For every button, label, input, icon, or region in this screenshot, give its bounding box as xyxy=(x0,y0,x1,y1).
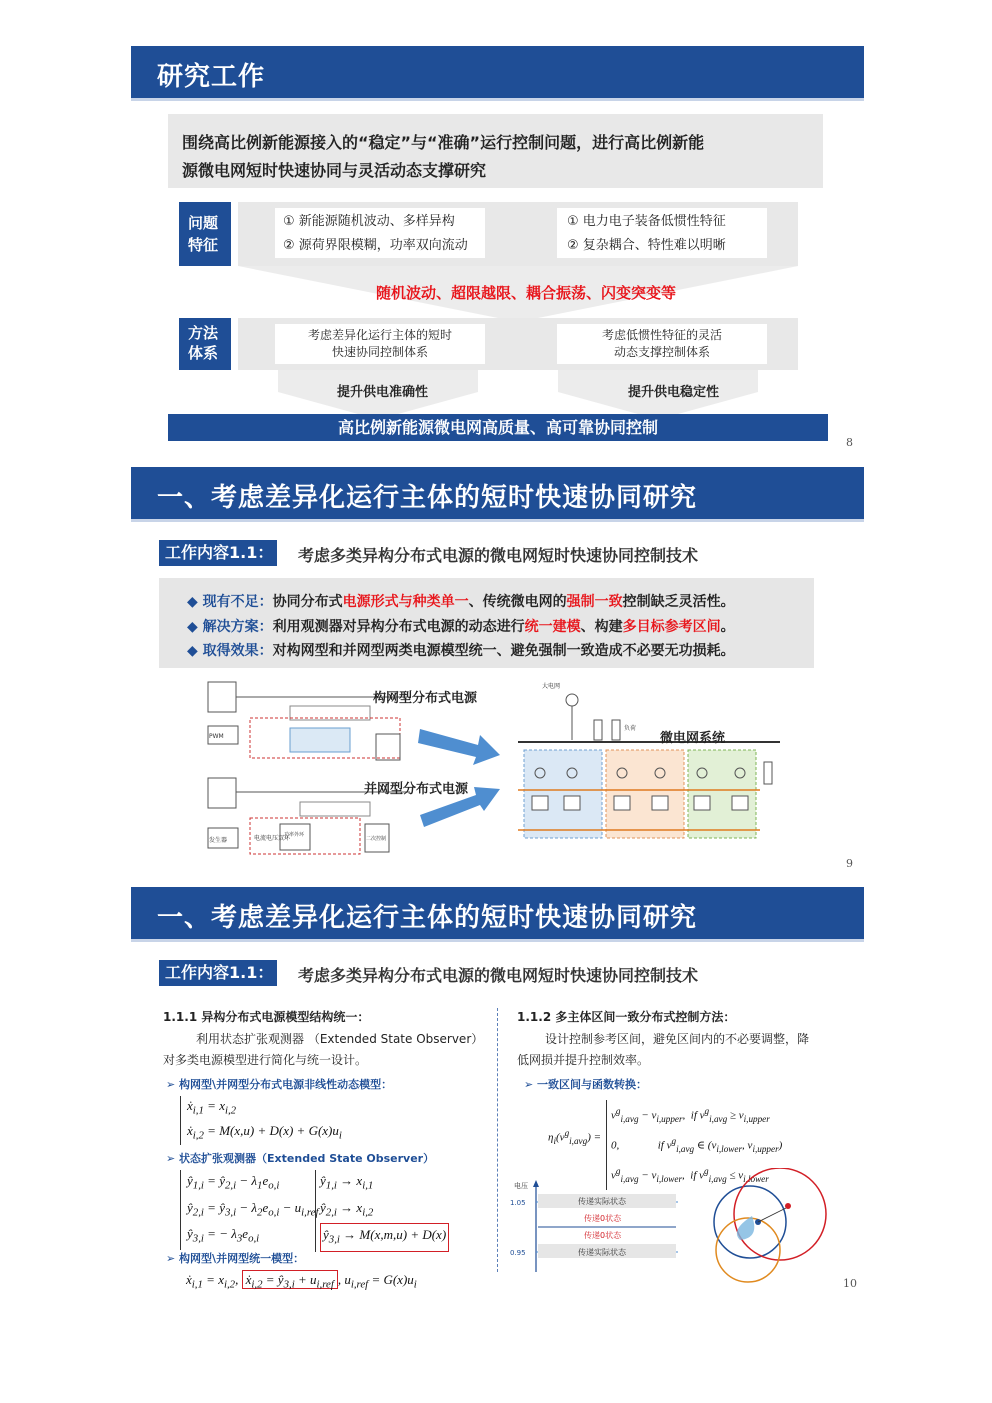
ctrl-label: 电流电压双环 xyxy=(254,835,291,842)
right-bullet-1-text: 一致区间与函数转换： xyxy=(537,1078,648,1091)
diamond-icon: ◆ xyxy=(187,594,203,610)
slide1-title-banner xyxy=(131,46,864,101)
state-label-4: 传递实际状态 xyxy=(578,1248,626,1257)
page-number-10: 10 xyxy=(843,1277,857,1290)
slide2-work-title: 考虑多类异构分布式电源的微电网短时快速协同控制技术 xyxy=(298,546,699,565)
intro-line-2: 源微电网短时快速协同与灵活动态支撑研究 xyxy=(182,161,487,180)
page-number-9: 9 xyxy=(846,857,853,870)
mg-load-label: 负荷 xyxy=(624,725,637,732)
bullet-2-mid: 、构建 xyxy=(580,619,623,635)
state-label-2: 传递0状态 xyxy=(584,1214,622,1223)
slide2-title-banner xyxy=(131,467,864,522)
effect-left: 提升供电准确性 xyxy=(337,385,429,400)
problem-tag-line2: 特征 xyxy=(188,236,219,254)
left-p1: 利用状态扩张观测器 （Extended State Observer） xyxy=(196,1032,484,1046)
method-right-box xyxy=(557,324,767,364)
sec-label: 二次控制 xyxy=(366,836,387,842)
method-right-2: 动态支撑控制体系 xyxy=(613,345,710,359)
slide2-work-tag: 工作内容1.1： xyxy=(159,540,277,566)
goal-bar: 高比例新能源微电网高质量、高可靠协同控制 xyxy=(168,414,828,441)
slide3-work-title: 考虑多类异构分布式电源的微电网短时快速协同控制技术 xyxy=(298,966,699,985)
blue-arrows xyxy=(418,715,508,845)
chart-top-value: 1.05 xyxy=(510,1199,526,1207)
bullet-1-label: 现有不足： xyxy=(202,594,273,610)
label-grid-following: 并网型分布式电源 xyxy=(364,782,469,797)
diamond-icon: ◆ xyxy=(187,643,203,659)
intro-box xyxy=(168,114,823,188)
bullet-1-mid: 、传统微电网的 xyxy=(468,594,567,610)
bullet-2-post: 。 xyxy=(720,619,735,635)
left-bullet-3-text: 构网型\并网型统一模型： xyxy=(179,1252,305,1265)
right-p1: 设计控制参考区间，避免区间内的不必要调整，降 xyxy=(545,1032,810,1046)
mg-grid-label: 大电网 xyxy=(542,683,561,690)
bullets-box xyxy=(159,578,814,668)
bullet-2-pre: 利用观测器对异构分布式电源的动态进行 xyxy=(272,619,525,635)
label-microgrid: 微电网系统 xyxy=(660,731,726,746)
right-p2: 低网损并提升控制效率。 xyxy=(517,1053,650,1067)
slide3-work-tag: 工作内容1.1： xyxy=(159,960,277,986)
problem-left-1: ① 新能源随机波动、多样异构 xyxy=(283,214,455,229)
bullet-1 xyxy=(187,591,735,611)
problem-right-2: ② 复杂耦合、特性难以明晰 xyxy=(567,238,726,253)
left-bullet-3: ➢ 构网型\并网型统一模型： xyxy=(166,1252,305,1265)
slide3-title: 一、考虑差异化运行主体的短时快速协同研究 xyxy=(157,903,698,933)
bullet-2-red2: 多目标参考区间 xyxy=(622,619,721,635)
chart-ylabel: 电压 xyxy=(514,1182,528,1190)
right-bullet-1: ➢ 一致区间与函数转换： xyxy=(524,1078,648,1091)
method-right-1: 考虑低惯性特征的灵活 xyxy=(601,328,722,342)
bullet-1-pre: 协同分布式 xyxy=(272,594,343,610)
left-bullet-2-text: 状态扩张观测器（Extended State Observer） xyxy=(179,1152,435,1165)
bullet-1-red1: 电源形式与种类单一 xyxy=(342,594,469,610)
left-bullet-1-text: 构网型\并网型分布式电源非线性动态模型： xyxy=(179,1078,393,1091)
bullet-3 xyxy=(187,640,735,660)
state-label-3: 传递0状态 xyxy=(584,1231,622,1240)
bullet-2-label: 解决方案： xyxy=(202,619,273,635)
slide2-title: 一、考虑差异化运行主体的短时快速协同研究 xyxy=(157,483,698,513)
problem-tag xyxy=(179,202,231,266)
pwm-label-2: 发生器 xyxy=(209,837,228,844)
column-divider xyxy=(497,1008,498,1272)
problem-tag-line1: 问题 xyxy=(188,214,219,232)
problem-left-box xyxy=(275,208,485,258)
method-left-2: 快速协同控制体系 xyxy=(331,345,428,359)
right-heading: 1.1.2 多主体区间一致分布式控制方法： xyxy=(517,1010,736,1024)
chart-bottom-value: 0.95 xyxy=(510,1249,526,1257)
bullet-1-post: 控制缺乏灵活性。 xyxy=(622,594,735,610)
effect-right: 提升供电稳定性 xyxy=(628,385,720,400)
method-left-box xyxy=(275,324,485,364)
ctrl-label-2: 功率外环 xyxy=(284,832,305,838)
bullet-2 xyxy=(187,616,735,636)
slide3-title-banner xyxy=(131,887,864,942)
method-tag-line2: 体系 xyxy=(188,344,219,362)
page-number-8: 8 xyxy=(846,436,853,449)
intro-line-1: 围绕高比例新能源接入的“稳定”与“准确”运行控制问题，进行高比例新能 xyxy=(182,133,705,152)
slide1-title: 研究工作 xyxy=(157,62,266,92)
method-tag-line1: 方法 xyxy=(188,324,219,342)
problem-left-2: ② 源荷界限模糊，功率双向流动 xyxy=(283,238,468,253)
problem-right-1: ① 电力电子装备低惯性特征 xyxy=(567,214,726,229)
red-summary: 随机波动、超限越限、耦合振荡、闪变突变等 xyxy=(375,284,676,302)
pwm-label-1: PWM xyxy=(209,733,224,740)
left-p2: 对多类电源模型进行简化与统一设计。 xyxy=(163,1053,368,1067)
equation-eso: $ŷ_{1,i}$ = $ŷ_{2,i} - \lambda_1e_{o,i}$ $ŷ_{2,i}$ = $ŷ_{3,i} - \lambda_2e_{o,i} - u_{i,ref}$ $ŷ_{3,i}$ = − $\lambda_3e_{o,i}$ xyxy=(180,1170,318,1250)
venn-diagram xyxy=(690,1168,840,1284)
problem-right-box xyxy=(557,208,767,258)
interval-chart xyxy=(508,1176,688,1276)
left-heading: 1.1.1 异构分布式电源模型结构统一： xyxy=(163,1010,370,1024)
equation-eso-conv: $ŷ_{1,i} \to x_{i,1}$ $ŷ_{2,i} \to x_{i,2}$ $ŷ_{3,i} \to M(x,m,u) + D(x)$ xyxy=(315,1170,449,1252)
method-tag xyxy=(179,318,231,370)
microgrid-diagram xyxy=(514,678,786,854)
left-bullet-2: ➢ 状态扩张观测器（Extended State Observer） xyxy=(166,1152,435,1165)
bullet-2-red1: 统一建模 xyxy=(524,619,581,635)
method-left-1: 考虑差异化运行主体的短时 xyxy=(307,328,452,342)
bullet-3-text: 对构网型和并网型两类电源模型统一、避免强制一致造成不必要无功损耗。 xyxy=(272,643,735,659)
diamond-icon: ◆ xyxy=(187,619,203,635)
equation-nonlinear-model: ẋ$_{i,1}$ = $x_{i,2}$ ẋ$_{i,2}$ = $M(x,u) + D(x) + G(x)u_i$ xyxy=(180,1096,342,1145)
bullet-1-red2: 强制一致 xyxy=(566,594,623,610)
left-bullet-1: ➢ 构网型\并网型分布式电源非线性动态模型： xyxy=(166,1078,393,1091)
state-label-1: 传递实际状态 xyxy=(578,1197,626,1206)
bullet-3-label: 取得效果： xyxy=(202,643,273,659)
label-grid-forming: 构网型分布式电源 xyxy=(373,691,478,706)
equation-unified-model: ẋ$_{i,1}$ = $x_{i,2}$, ẋ$_{i,2}$ = $ŷ_{3,i} + u_{i,ref}$ , $u_{i,ref} = G(x)u_i$ xyxy=(186,1272,417,1291)
